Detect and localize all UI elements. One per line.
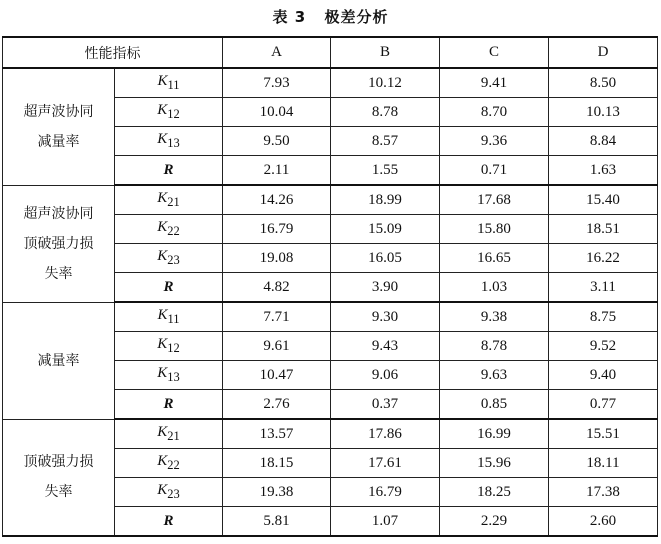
value-cell: 8.57: [331, 127, 440, 156]
value-cell: 1.07: [331, 507, 440, 537]
table-number: 表 3: [272, 8, 307, 26]
value-cell: 19.08: [223, 244, 331, 273]
header-factor-c: C: [440, 37, 549, 68]
metric-name-cell: [3, 302, 115, 419]
value-cell: 5.81: [223, 507, 331, 537]
value-cell: 18.51: [549, 215, 658, 244]
value-cell: 3.90: [331, 273, 440, 303]
range-analysis-table: [2, 36, 658, 537]
header-performance-index: 性能指标: [3, 37, 223, 68]
value-cell: 2.76: [223, 390, 331, 420]
value-cell: 9.61: [223, 332, 331, 361]
statistic-symbol: R: [163, 161, 174, 178]
value-cell: 10.47: [223, 361, 331, 390]
metric-name-cell: [3, 68, 115, 185]
table-caption: [0, 6, 661, 27]
statistic-subscript: 13: [167, 370, 180, 384]
value-cell: 17.61: [331, 449, 440, 478]
statistic-symbol-cell: [115, 302, 223, 332]
statistic-symbol-cell: [115, 215, 223, 244]
metric-name-line: 减量率: [37, 352, 80, 369]
statistic-symbol-cell: [115, 127, 223, 156]
value-cell: 9.41: [440, 68, 549, 98]
statistic-symbol: K: [157, 424, 168, 440]
value-cell: 9.38: [440, 302, 549, 332]
statistic-symbol: K: [157, 248, 168, 264]
value-cell: 8.84: [549, 127, 658, 156]
value-cell: 17.86: [331, 419, 440, 449]
statistic-symbol-cell: [115, 449, 223, 478]
statistic-symbol-cell: [115, 478, 223, 507]
value-cell: 0.71: [440, 156, 549, 186]
value-cell: 10.04: [223, 98, 331, 127]
statistic-symbol-cell: [115, 390, 223, 420]
metric-name-cell: [3, 419, 115, 536]
statistic-subscript: 23: [167, 253, 180, 267]
header-factor-a: A: [223, 37, 331, 68]
statistic-symbol-cell: [115, 68, 223, 98]
value-cell: 15.96: [440, 449, 549, 478]
value-cell: 4.82: [223, 273, 331, 303]
value-cell: 0.85: [440, 390, 549, 420]
metric-name-line: 顶破强力损: [23, 235, 94, 252]
statistic-subscript: 12: [167, 107, 180, 121]
value-cell: 9.43: [331, 332, 440, 361]
statistic-symbol: K: [157, 102, 168, 118]
value-cell: 17.38: [549, 478, 658, 507]
value-cell: 18.99: [331, 185, 440, 215]
value-cell: 15.40: [549, 185, 658, 215]
value-cell: 16.79: [223, 215, 331, 244]
value-cell: 13.57: [223, 419, 331, 449]
statistic-symbol: K: [157, 336, 168, 352]
value-cell: 9.40: [549, 361, 658, 390]
statistic-subscript: 13: [167, 136, 180, 150]
value-cell: 2.60: [549, 507, 658, 537]
value-cell: 7.93: [223, 68, 331, 98]
value-cell: 16.99: [440, 419, 549, 449]
value-cell: 8.75: [549, 302, 658, 332]
statistic-subscript: 22: [167, 224, 180, 238]
statistic-symbol-cell: [115, 185, 223, 215]
statistic-symbol: K: [157, 190, 168, 206]
value-cell: 0.37: [331, 390, 440, 420]
metric-name-line: 顶破强力损: [23, 454, 94, 471]
value-cell: 8.78: [331, 98, 440, 127]
table-row: [3, 68, 658, 98]
value-cell: 16.79: [331, 478, 440, 507]
statistic-symbol-cell: [115, 156, 223, 186]
statistic-symbol-cell: [115, 273, 223, 303]
table-body: [3, 68, 658, 536]
statistic-symbol-cell: [115, 419, 223, 449]
metric-name-line: 减量率: [37, 133, 80, 150]
value-cell: 3.11: [549, 273, 658, 303]
table-title: 极差分析: [324, 8, 389, 26]
value-cell: 18.11: [549, 449, 658, 478]
statistic-symbol-cell: [115, 332, 223, 361]
statistic-subscript: 21: [167, 429, 180, 443]
statistic-subscript: 12: [167, 341, 180, 355]
metric-name-line: 超声波协同: [23, 103, 94, 120]
value-cell: 16.05: [331, 244, 440, 273]
statistic-symbol: R: [163, 278, 174, 295]
value-cell: 0.77: [549, 390, 658, 420]
value-cell: 18.15: [223, 449, 331, 478]
statistic-symbol: K: [157, 307, 168, 323]
statistic-symbol-cell: [115, 98, 223, 127]
statistic-symbol: K: [157, 73, 168, 89]
statistic-symbol: R: [163, 512, 174, 529]
statistic-symbol: K: [157, 482, 168, 498]
value-cell: 2.11: [223, 156, 331, 186]
value-cell: 18.25: [440, 478, 549, 507]
statistic-symbol: K: [157, 131, 168, 147]
statistic-symbol: R: [163, 395, 174, 412]
metric-name-cell: [3, 185, 115, 302]
value-cell: 9.52: [549, 332, 658, 361]
table-row: [3, 419, 658, 449]
metric-name-line: 失率: [44, 484, 73, 501]
header-factor-b: B: [331, 37, 440, 68]
value-cell: 2.29: [440, 507, 549, 537]
table-row: [3, 185, 658, 215]
value-cell: 15.80: [440, 215, 549, 244]
statistic-symbol: K: [157, 453, 168, 469]
header-factor-d: D: [549, 37, 658, 68]
value-cell: 7.71: [223, 302, 331, 332]
value-cell: 16.65: [440, 244, 549, 273]
statistic-subscript: 11: [167, 312, 180, 326]
value-cell: 9.30: [331, 302, 440, 332]
statistic-symbol-cell: [115, 244, 223, 273]
statistic-subscript: 21: [167, 195, 180, 209]
statistic-symbol: K: [157, 365, 168, 381]
metric-name-line: 超声波协同: [23, 205, 94, 222]
value-cell: 10.12: [331, 68, 440, 98]
statistic-subscript: 23: [167, 487, 180, 501]
value-cell: 10.13: [549, 98, 658, 127]
value-cell: 8.78: [440, 332, 549, 361]
value-cell: 17.68: [440, 185, 549, 215]
value-cell: 15.51: [549, 419, 658, 449]
metric-name-line: 失率: [44, 265, 73, 282]
value-cell: 15.09: [331, 215, 440, 244]
table-row: [3, 302, 658, 332]
value-cell: 9.06: [331, 361, 440, 390]
value-cell: 8.70: [440, 98, 549, 127]
statistic-symbol-cell: [115, 507, 223, 537]
statistic-symbol-cell: [115, 361, 223, 390]
statistic-symbol: K: [157, 219, 168, 235]
statistic-subscript: 22: [167, 458, 180, 472]
value-cell: 9.63: [440, 361, 549, 390]
header-row: [3, 37, 658, 68]
value-cell: 19.38: [223, 478, 331, 507]
value-cell: 9.36: [440, 127, 549, 156]
value-cell: 16.22: [549, 244, 658, 273]
value-cell: 8.50: [549, 68, 658, 98]
value-cell: 9.50: [223, 127, 331, 156]
value-cell: 1.55: [331, 156, 440, 186]
value-cell: 1.63: [549, 156, 658, 186]
statistic-subscript: 11: [167, 78, 180, 92]
value-cell: 1.03: [440, 273, 549, 303]
value-cell: 14.26: [223, 185, 331, 215]
